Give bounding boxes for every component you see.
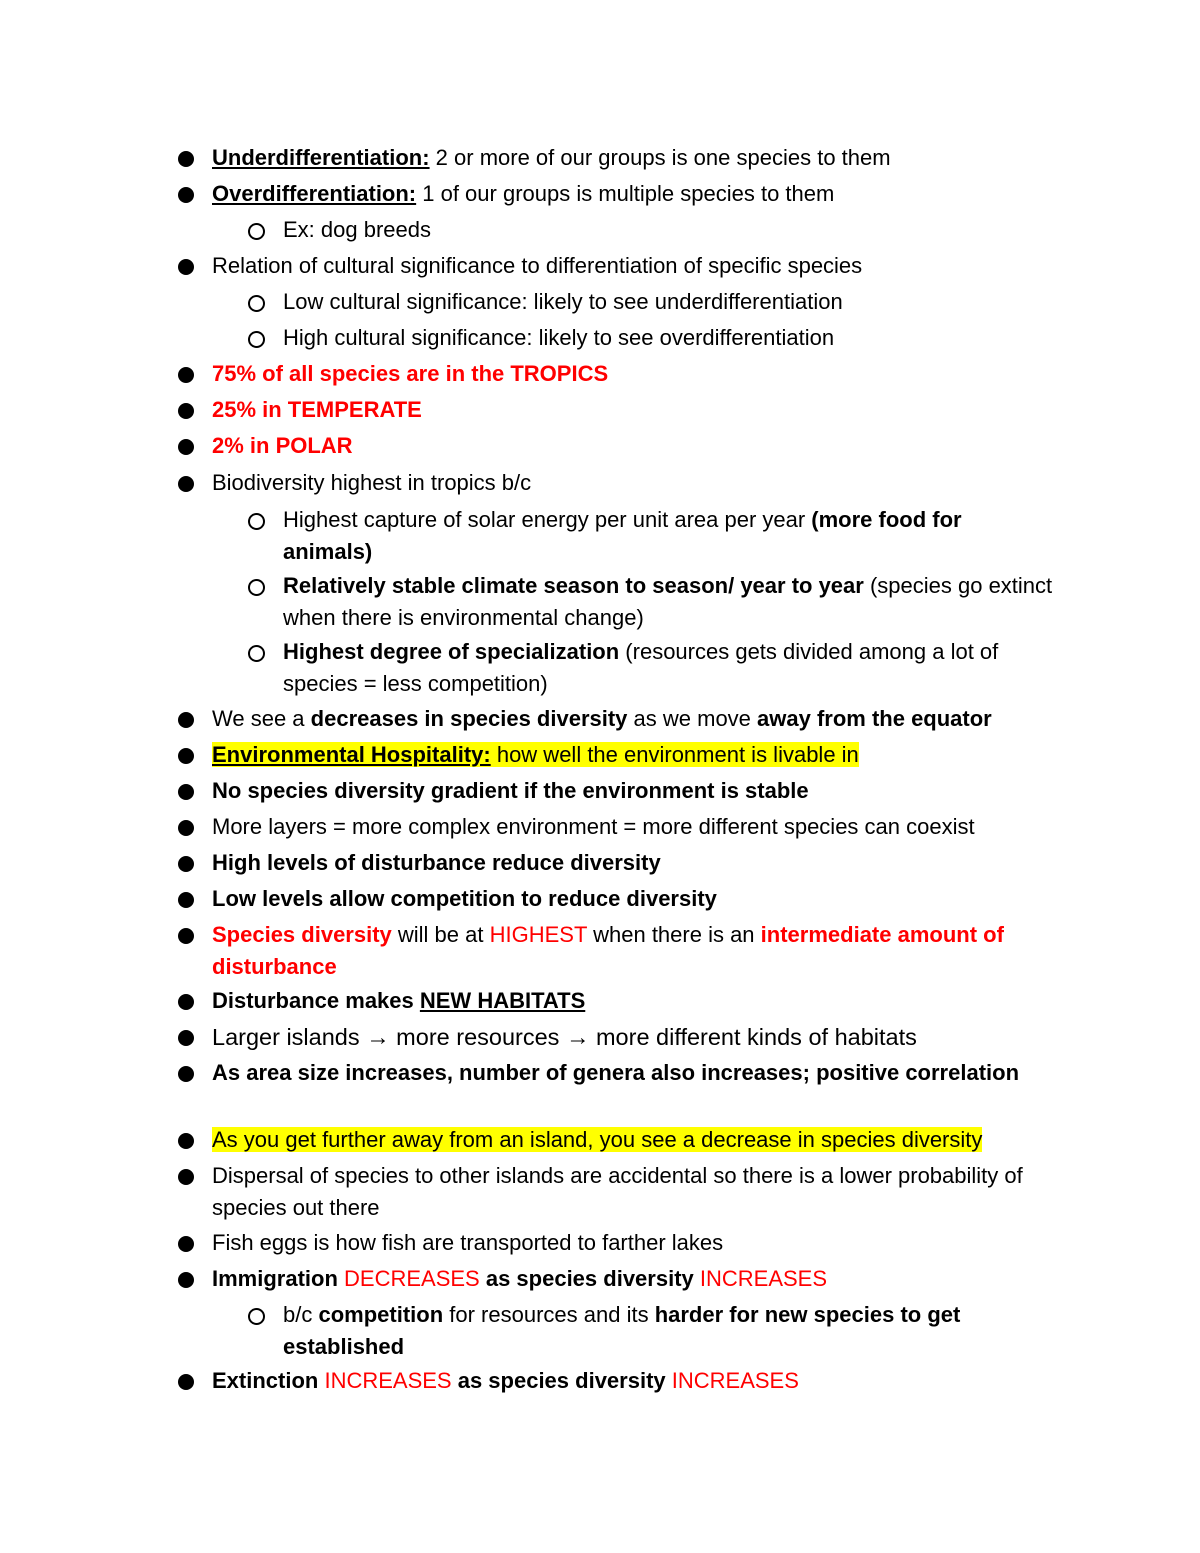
- sub-list-item: [0, 636, 1200, 700]
- hollow-bullet-icon: [248, 513, 265, 530]
- text-segment: No species diversity gradient if the environment is stable: [212, 778, 809, 803]
- list-item: [0, 1227, 1200, 1259]
- item-text: [212, 1266, 827, 1291]
- item-text: [283, 217, 431, 242]
- item-text: [212, 886, 717, 911]
- text-segment: Relation of cultural significance to differentiation of specific species: [212, 253, 863, 278]
- item-text: [212, 742, 859, 767]
- filled-bullet-icon: [178, 928, 194, 944]
- item-text: [212, 988, 585, 1013]
- hollow-bullet-icon: [248, 295, 265, 312]
- text-segment: INCREASES: [671, 1368, 799, 1393]
- text-segment: Highest capture of solar energy per unit area per year: [283, 507, 812, 532]
- filled-bullet-icon: [178, 187, 194, 203]
- filled-bullet-icon: [178, 994, 194, 1010]
- filled-bullet-icon: [178, 892, 194, 908]
- item-text: [212, 181, 834, 206]
- text-segment: Extinction: [212, 1368, 325, 1393]
- item-text: [283, 507, 962, 564]
- item-text: [283, 1302, 960, 1359]
- item-text: [212, 778, 809, 803]
- text-segment: Relatively stable climate season to season/ year to year: [283, 573, 864, 598]
- text-segment: High levels of disturbance reduce diversity: [212, 850, 661, 875]
- item-text: [212, 253, 862, 278]
- text-segment: 1 of our groups is multiple species to them: [416, 181, 835, 206]
- text-segment: b/c: [283, 1302, 319, 1327]
- filled-bullet-icon: [178, 748, 194, 764]
- filled-bullet-icon: [178, 1236, 194, 1252]
- item-text: [212, 1060, 1019, 1085]
- text-segment: INCREASES: [699, 1266, 828, 1291]
- text-segment: Dispersal of species to other islands are accidental so there is a lower probability of species out there: [212, 1163, 1023, 1220]
- text-segment: NEW HABITATS: [419, 988, 586, 1013]
- list-item: [0, 739, 1200, 771]
- item-text: [212, 706, 992, 731]
- text-segment: INCREASES: [324, 1368, 452, 1393]
- list-item: [0, 467, 1200, 499]
- text-segment: We see a: [212, 706, 311, 731]
- text-segment: intermediate amount of disturbance: [212, 922, 1004, 979]
- filled-bullet-icon: [178, 439, 194, 455]
- hollow-bullet-icon: [248, 1308, 265, 1325]
- item-text: [212, 145, 891, 170]
- filled-bullet-icon: [178, 1169, 194, 1185]
- list-item: [0, 1057, 1200, 1089]
- filled-bullet-icon: [178, 1374, 194, 1390]
- text-segment: As area size increases, number of genera also increases; positive correlation: [212, 1060, 1020, 1085]
- text-segment: as species diversity: [451, 1368, 672, 1393]
- item-text: [212, 433, 353, 458]
- text-segment: Low cultural significance: likely to see underdifferentiation: [283, 289, 843, 314]
- text-segment: Low levels allow competition to reduce diversity: [212, 886, 717, 911]
- list-item: [0, 1021, 1200, 1053]
- text-segment: As you get further away from an island, you see a decrease in species diversity: [212, 1127, 983, 1152]
- filled-bullet-icon: [178, 1133, 194, 1149]
- list-item: [0, 883, 1200, 915]
- hollow-bullet-icon: [248, 331, 265, 348]
- item-text: [212, 397, 422, 422]
- text-segment: (resources gets divided among a lot of species = less competition): [283, 639, 999, 696]
- list-item: [0, 1263, 1200, 1295]
- filled-bullet-icon: [178, 367, 194, 383]
- filled-bullet-icon: [178, 1066, 194, 1082]
- text-segment: Species diversity: [212, 922, 392, 947]
- text-segment: as we move: [627, 706, 758, 731]
- text-segment: how well the environment is livable in: [490, 742, 859, 767]
- item-text: [283, 325, 834, 350]
- text-segment: Immigration: [212, 1266, 345, 1291]
- filled-bullet-icon: [178, 856, 194, 872]
- item-text: [283, 289, 843, 314]
- text-segment: Fish eggs is how fish are transported to farther lakes: [212, 1230, 724, 1255]
- list-item: [0, 142, 1200, 174]
- item-text: [283, 573, 1052, 630]
- text-segment: Larger islands → more resources → more different kinds of habitats: [212, 1024, 917, 1050]
- item-text: [283, 639, 998, 696]
- item-text: [212, 470, 531, 495]
- text-segment: will be at: [391, 922, 490, 947]
- text-segment: harder for new species to get established: [283, 1302, 961, 1359]
- list-item: [0, 430, 1200, 462]
- filled-bullet-icon: [178, 259, 194, 275]
- filled-bullet-icon: [178, 712, 194, 728]
- list-item: [0, 394, 1200, 426]
- item-text: [212, 1127, 982, 1152]
- list-item: [0, 775, 1200, 807]
- text-segment: 75% of all species are in the TROPICS: [212, 361, 609, 386]
- item-text: [212, 1230, 723, 1255]
- filled-bullet-icon: [178, 1030, 194, 1046]
- item-text: [212, 850, 661, 875]
- item-text: [212, 1024, 917, 1050]
- filled-bullet-icon: [178, 1272, 194, 1288]
- text-segment: Overdifferentiation:: [212, 181, 417, 206]
- sub-list-item: [0, 570, 1200, 634]
- list-item: [0, 703, 1200, 735]
- item-text: [212, 814, 975, 839]
- item-text: [212, 1368, 799, 1393]
- text-segment: Biodiversity highest in tropics b/c: [212, 470, 532, 495]
- text-segment: (more food for animals): [283, 507, 962, 564]
- text-segment: DECREASES: [344, 1266, 480, 1291]
- sub-list-item: [0, 322, 1200, 354]
- text-segment: Highest degree of specialization: [283, 639, 620, 664]
- list-item: [0, 847, 1200, 879]
- text-segment: 2 or more of our groups is one species to them: [429, 145, 891, 170]
- list-item: [0, 985, 1200, 1017]
- text-segment: 2% in POLAR: [212, 433, 353, 458]
- item-text: [212, 361, 608, 386]
- text-segment: High cultural significance: likely to see overdifferentiation: [283, 325, 835, 350]
- list-item: [0, 919, 1200, 983]
- sub-list-item: [0, 1299, 1200, 1363]
- text-segment: competition: [318, 1302, 444, 1327]
- filled-bullet-icon: [178, 784, 194, 800]
- list-item: [0, 1124, 1200, 1156]
- text-segment: Ex: dog breeds: [283, 217, 431, 242]
- list-item: [0, 358, 1200, 390]
- text-segment: for resources and its: [443, 1302, 655, 1327]
- text-segment: decreases in species diversity: [310, 706, 628, 731]
- list-item: [0, 1365, 1200, 1397]
- text-segment: as species diversity: [479, 1266, 700, 1291]
- text-segment: Disturbance makes: [212, 988, 420, 1013]
- filled-bullet-icon: [178, 476, 194, 492]
- sub-list-item: [0, 214, 1200, 246]
- list-item: [0, 250, 1200, 282]
- text-segment: 25% in TEMPERATE: [212, 397, 422, 422]
- text-segment: Environmental Hospitality:: [212, 742, 491, 767]
- item-text: [212, 922, 1004, 979]
- sub-list-item: [0, 286, 1200, 318]
- list-item: [0, 811, 1200, 843]
- text-segment: HIGHEST: [489, 922, 587, 947]
- text-segment: away from the equator: [757, 706, 992, 731]
- sub-list-item: [0, 504, 1200, 568]
- filled-bullet-icon: [178, 820, 194, 836]
- text-segment: More layers = more complex environment = more different species can coexist: [212, 814, 975, 839]
- filled-bullet-icon: [178, 151, 194, 167]
- text-segment: when there is an: [587, 922, 761, 947]
- hollow-bullet-icon: [248, 645, 265, 662]
- hollow-bullet-icon: [248, 223, 265, 240]
- hollow-bullet-icon: [248, 579, 265, 596]
- text-segment: (species go extinct when there is environmental change): [283, 573, 1053, 630]
- item-text: [212, 1163, 1023, 1220]
- list-item: [0, 178, 1200, 210]
- filled-bullet-icon: [178, 403, 194, 419]
- text-segment: Underdifferentiation:: [212, 145, 430, 170]
- list-item: [0, 1160, 1200, 1224]
